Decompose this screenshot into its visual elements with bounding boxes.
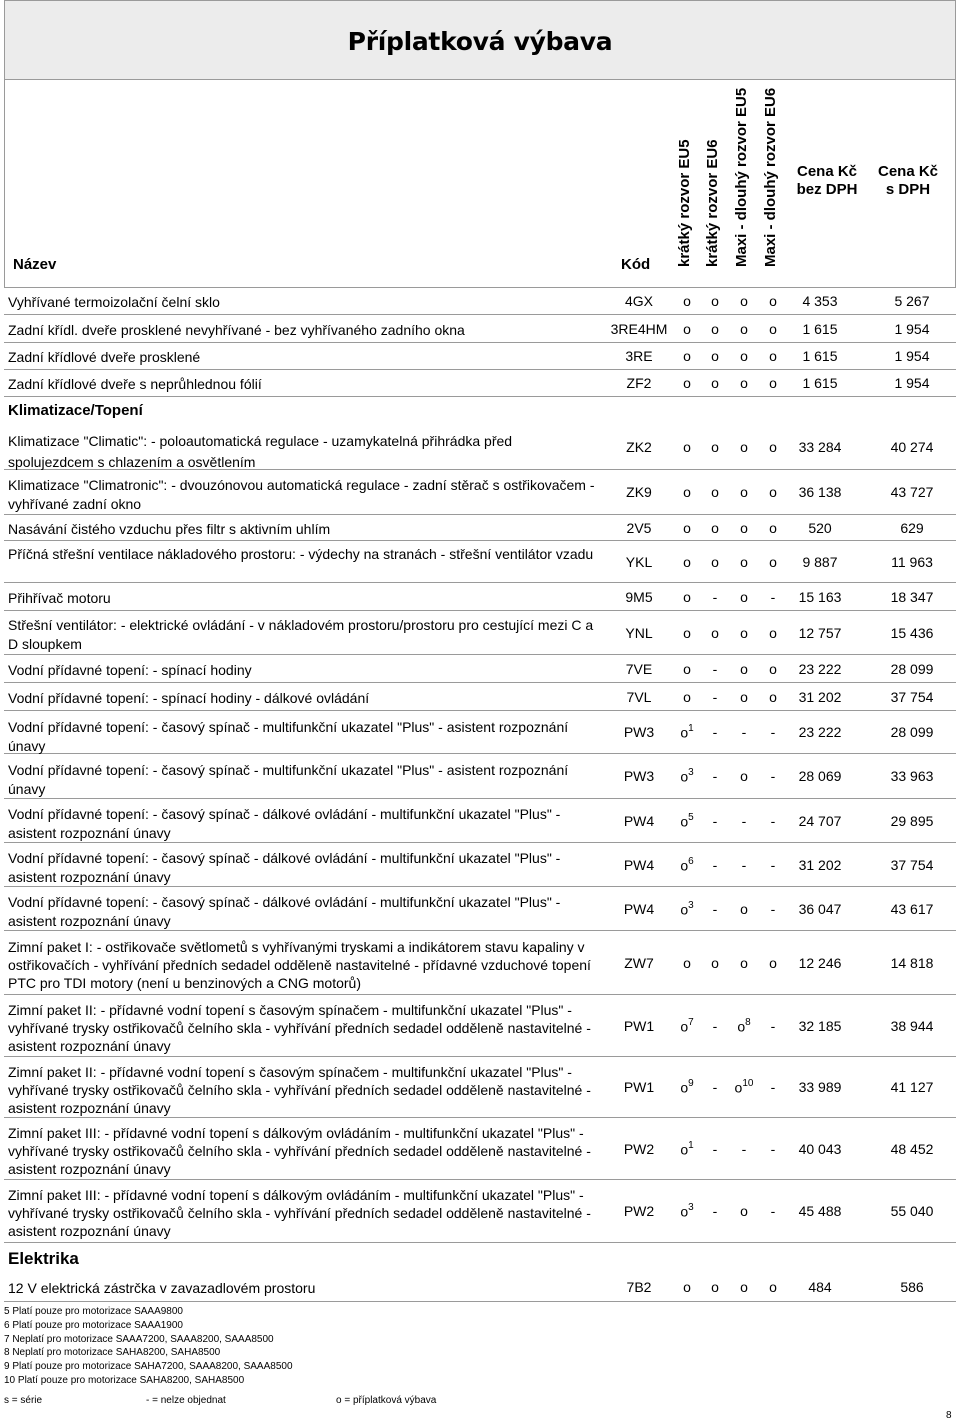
footnotes [4, 1305, 293, 1388]
item-name: Vodní přídavné topení: - spínací hodiny - dálkové ovládání [8, 689, 370, 706]
availability-mark: $o^9$ [680, 1078, 694, 1096]
availability-mark: o [711, 438, 719, 455]
availability-mark: o [740, 624, 748, 641]
legend-not-orderable: - = nelze objednat [146, 1395, 226, 1406]
item-name: Vodní přídavné topení: - časový spínač - multifunkční ukazatel "Plus" - asistent rozpoznání únavy [8, 762, 569, 797]
availability-mark: o [683, 438, 691, 455]
price-net: 9 887 [802, 553, 838, 570]
item-code: ZW7 [624, 954, 654, 971]
availability-mark: - [712, 856, 718, 873]
price-gross: 5 267 [894, 293, 930, 309]
item-code: PW2 [623, 1140, 655, 1157]
price-net: 31 202 [798, 856, 842, 873]
availability-mark: o [683, 688, 691, 705]
price-net: 23 222 [798, 660, 842, 677]
availability-mark: - [741, 1140, 747, 1157]
availability-mark: $o^1$ [680, 723, 694, 741]
availability-mark: o [740, 1203, 748, 1219]
price-net: 24 707 [798, 812, 842, 829]
availability-mark: o [740, 588, 748, 605]
table-row [4, 799, 956, 843]
table-row [4, 1118, 956, 1180]
price-net: 12 757 [798, 624, 842, 641]
item-name: Přihřívač motoru [8, 589, 111, 606]
item-name: Střešní ventilátor: - elektrické ovládání - v nákladovém prostoru/prostoru pro cestující mezi C a D sloupkem [8, 617, 594, 652]
availability-mark: $o^3$ [680, 1202, 694, 1220]
item-code: ZF2 [626, 375, 652, 391]
price-net: 1 615 [802, 320, 838, 337]
price-gross: 28 099 [890, 660, 934, 677]
price-gross: 14 818 [890, 954, 934, 971]
item-name: Zimní paket II: - přídavné vodní topení s časovým spínačem - multifunkční ukazatel "Plus" - vyhřívané trysky ostřikovačů čelního skla - vyhřívání předních sedadel odděleně nastavitelné - asistent rozpoznání únavy [8, 1064, 591, 1116]
availability-mark: o [740, 293, 748, 309]
availability-mark: o [769, 484, 777, 500]
price-net: 12 246 [798, 954, 842, 971]
footnote: 7 Neplatí pro motorizace SAAA7200, SAAA8200, SAAA8500 [4, 1333, 274, 1345]
item-code: 9M5 [625, 588, 653, 605]
item-code: 7B2 [626, 1279, 652, 1295]
item-name: Vodní přídavné topení: - časový spínač - multifunkční ukazatel "Plus" - asistent rozpoznání únavy [8, 719, 569, 754]
availability-mark: o [769, 293, 777, 309]
item-name: Zadní křídlové dveře prosklené [8, 349, 201, 365]
availability-mark: o [740, 688, 748, 705]
item-name: Vodní přídavné topení: - časový spínač - dálkové ovládání - multifunkční ukazatel "Plus" - asistent rozpoznání únavy [8, 850, 561, 885]
footnote: 5 Platí pouze pro motorizace SAAA9800 [4, 1306, 183, 1317]
availability-mark: - [712, 1017, 718, 1034]
item-code: 3RE [625, 348, 653, 364]
price-gross: 40 274 [890, 438, 934, 455]
item-code: ZK9 [626, 484, 652, 500]
price-net: 484 [808, 1279, 832, 1295]
availability-mark: o [740, 348, 748, 364]
item-code: 3RE4HM [610, 320, 668, 337]
price-net: 23 222 [798, 724, 842, 740]
availability-mark: o [683, 320, 691, 337]
availability-mark: - [770, 1140, 776, 1157]
availability-mark: o [740, 320, 748, 337]
item-code: 2V5 [626, 519, 652, 536]
availability-mark: $o^8$ [737, 1016, 751, 1035]
table-row [4, 931, 956, 995]
availability-mark: - [770, 724, 776, 740]
price-table: Příplatková výbava Název Kód krátký rozvor EU5 krátký rozvor EU6 Maxi - dlouhý rozvor EU5 Maxi - dlouhý rozvor EU6 Cena Kč bez DPH Cena Kč s DPH Vyhřívané termoizolační čelní sklo 4GX o o o o 4 353 5 267 Zadní křídl. dveře prosklené nevyhřívané - bez vyhřívaného zadního okna 3RE4HM o o o o 1 615 1 954 Zadní křídlové dveře prosklené 3RE o o o o 1 615 1 954 Zadní křídlové dveře s neprůhlednou fólií ZF2 o o o o 1 615 1 954 Klimatizace/Topení Klimatizace "Climatic": - poloautomatická regulace - uzamykatelná přihrádka před spolujezdcem s chlazením a osvětlením ZK2 o o o o 33 284 40 274 Klimatizace "Climatronic": - dvouzónovou automatická regulace - zadní stěrač s ostřikovačem - vyhřívané zadní okno ZK9 o o o o 36 138 43 727 Nasávání čistého vzduchu přes filtr s aktivním uhlím 2V5 o o o o 520 629 Příčná střešní ventilace nákladového prostoru: - výdechy na stranách - střešní ventilátor vzadu YKL o o o o 9 887 11 963 Přihřívač motoru 9M5 o - o - 15 163 18 347 Střešní ventilátor: - elektrické ovládání - v nákladovém prostoru/prostoru pro cestující mezi C a D sloupkem YNL o o o o 12 757 15 436 Vodní přídavné topení: - spínací hodiny 7VE o - o o 23 222 28 099 Vodní přídavné topení: - spínací hodiny - dálkové ovládání 7VL o - o o 31 202 37 754 Vodní přídavné topení: - časový spínač - multifunkční ukazatel "Plus" - asistent rozpoznání únavy PW3 $o^1$ - - - 23 222 28 099 Vodní přídavné topení: - časový spínač - multifunkční ukazatel "Plus" - asistent rozpoznání únavy PW3 $o^3$ - o - 28 069 33 963 Vodní přídavné topení: - časový spínač - dálkové ovládání - multifunkční ukazatel "Plus" - asistent rozpoznání únavy PW4 $o^5$ - - - 24 707 29 895 Vodní přídavné topení: - časový spínač - dálkové ovládání - multifunkční ukazatel "Plus" - asistent rozpoznání únavy PW4 $o^6$ - - - 31 202 37 754 Vodní přídavné topení: - časový spínač - dálkové ovládání - multifunkční ukazatel "Plus" - asistent rozpoznání únavy PW4 $o^3$ - o - 36 047 43 617 Zimní paket I: - ostřikovače světlometů s vyhřívanými tryskami a indikátorem stavu kapaliny v ostřikovačích - vyhřívání předních sedadel odděleně nastavitelné - přídavné vzduchové topení PTC pro TDI motory (není u benzinových a CNG motorů) ZW7 o o o o 12 246 14 818 Zimní paket II: - přídavné vodní topení s časovým spínačem - multifunkční ukazatel "Plus" - vyhřívané trysky ostřikovačů čelního skla - vyhřívání předních sedadel odděleně nastavitelné - asistent rozpoznání únavy PW1 $o^7$ - $o^8$ - 32 185 38 944 Zimní paket II: - přídavné vodní topení s časovým spínačem - multifunkční ukazatel "Plus" - vyhřívané trysky ostřikovačů čelního skla - vyhřívání předních sedadel odděleně nastavitelné - asistent rozpoznání únavy PW1 $o^9$ - $o^{10}$ - 33 989 41 127 Zimní paket III: - přídavné vodní topení s dálkovým ovládáním - multifunkční ukazatel "Plus" - vyhřívané trysky ostřikovačů čelního skla - vyhřívání předních sedadel odděleně nastavitelné - asistent rozpoznání únavy PW2 $o^1$ - - - 40 043 48 452 Zimní paket III: - přídavné vodní topení s dálkovým ovládáním - multifunkční ukazatel "Plus" - vyhřívané trysky ostřikovačů čelního skla - vyhřívání předních sedadel odděleně nastavitelné - asistent rozpoznání únavy PW2 $o^3$ - o - 45 488 55 040 Elektrika 12 V elektrická zástrčka v zavazadlovém prostoru 7B2 o o o o 484 586 [0, 0, 958, 1302]
price-gross: 37 754 [890, 688, 934, 705]
availability-mark: o [683, 954, 691, 971]
section-title: Elektrika [8, 1249, 79, 1268]
availability-mark: o [711, 375, 719, 391]
item-code: PW3 [623, 768, 655, 784]
table-row [4, 370, 956, 397]
availability-mark: o [683, 588, 691, 605]
item-name: Zimní paket III: - přídavné vodní topení s dálkovým ovládáním - multifunkční ukazatel "Plus" - vyhřívané trysky ostřikovačů čelního skla - vyhřívání předních sedadel odděleně nastavitelné - asistent rozpoznání únavy [8, 1187, 591, 1239]
item-code: ZK2 [626, 438, 652, 455]
table-row [4, 611, 956, 655]
item-name: Zimní paket I: - ostřikovače světlometů s vyhřívanými tryskami a indikátorem stavu kapaliny v ostřikovačích - vyhřívání předních sedadel odděleně nastavitelné - přídavné vzduchové topení PTC pro TDI motory (není u benzinových a CNG motorů) [8, 939, 591, 991]
availability-mark: - [712, 724, 718, 740]
price-gross: 43 617 [890, 900, 934, 917]
availability-mark: o [769, 348, 777, 364]
price-net: 33 989 [798, 1079, 842, 1095]
availability-mark: o [740, 553, 748, 570]
availability-mark: o [711, 484, 719, 500]
availability-mark: o [769, 519, 777, 536]
section-row [4, 397, 956, 423]
price-gross: 1 954 [894, 348, 930, 364]
price-net: 1 615 [802, 348, 838, 364]
price-gross: 41 127 [890, 1079, 934, 1095]
item-code: PW4 [623, 856, 655, 873]
table-row [4, 843, 956, 887]
availability-mark: o [711, 293, 719, 309]
availability-mark: o [740, 660, 748, 677]
availability-mark: $o^{10}$ [734, 1078, 754, 1096]
availability-mark: - [770, 768, 776, 784]
item-name: Zimní paket III: - přídavné vodní topení s dálkovým ovládáním - multifunkční ukazatel "Plus" - vyhřívané trysky ostřikovačů čelního skla - vyhřívání předních sedadel odděleně nastavitelné - asistent rozpoznání únavy [8, 1125, 591, 1177]
section-title: Klimatizace/Topení [8, 402, 143, 419]
header-price-gross: Cena Kč s DPH [877, 163, 939, 198]
availability-mark: o [769, 320, 777, 337]
item-name: Vodní přídavné topení: - časový spínač - dálkové ovládání - multifunkční ukazatel "Plus" - asistent rozpoznání únavy [8, 894, 561, 929]
table-row [4, 288, 956, 315]
availability-mark: o [740, 1279, 748, 1295]
section-row [4, 1243, 956, 1272]
item-name: Klimatizace "Climatic": - poloautomatická regulace - uzamykatelná přihrádka před spolujezdcem s chlazením a osvětlením [8, 433, 513, 470]
availability-mark: o [769, 624, 777, 641]
item-code: YNL [625, 624, 653, 641]
availability-mark: o [740, 954, 748, 971]
availability-mark: o [769, 1279, 777, 1295]
availability-mark: - [770, 1079, 776, 1095]
item-name: Příčná střešní ventilace nákladového prostoru: - výdechy na stranách - střešní ventilátor vzadu [8, 546, 594, 562]
item-name: Zadní křídl. dveře prosklené nevyhřívané - bez vyhřívaného zadního okna [8, 321, 465, 338]
item-code: PW1 [623, 1079, 655, 1095]
availability-mark: $o^6$ [680, 855, 694, 874]
price-net: 36 138 [798, 484, 842, 500]
availability-mark: o [711, 348, 719, 364]
footnote: 9 Platí pouze pro motorizace SAHA7200, SAAA8200, SAAA8500 [4, 1361, 293, 1373]
availability-mark: o [740, 768, 748, 784]
table-row [4, 711, 956, 754]
price-gross: 11 963 [891, 553, 933, 570]
availability-mark: - [712, 660, 718, 677]
availability-mark: o [711, 553, 719, 570]
availability-mark: - [770, 812, 776, 829]
availability-mark: o [683, 660, 691, 677]
availability-mark: $o^7$ [680, 1016, 694, 1035]
price-gross: 33 963 [890, 768, 934, 784]
availability-mark: o [769, 375, 777, 391]
availability-mark: o [711, 954, 719, 971]
availability-mark: - [770, 588, 776, 605]
title-bar [4, 0, 956, 80]
page-number: 8 [946, 1410, 952, 1421]
price-net: 36 047 [798, 900, 842, 917]
price-net: 33 284 [798, 438, 842, 455]
header-price-net: Cena Kč bez DPH [796, 163, 858, 198]
availability-mark: o [769, 553, 777, 570]
price-net: 32 185 [798, 1017, 842, 1034]
availability-mark: o [683, 1279, 691, 1295]
availability-mark: o [683, 293, 691, 309]
item-code: PW4 [623, 900, 655, 917]
table-row [4, 343, 956, 370]
page-title: Příplatková výbava [347, 27, 613, 56]
availability-mark: o [769, 660, 777, 677]
availability-mark: - [712, 768, 718, 784]
availability-mark: o [683, 519, 691, 536]
availability-mark: - [770, 856, 776, 873]
table-row [4, 655, 956, 683]
availability-mark: o [769, 438, 777, 455]
availability-mark: - [712, 1079, 718, 1095]
price-net: 15 163 [798, 588, 842, 605]
price-gross: 1 954 [894, 320, 930, 337]
price-gross: 1 954 [894, 375, 930, 391]
item-name: Nasávání čistého vzduchu přes filtr s aktivním uhlím [8, 520, 331, 537]
price-gross: 629 [900, 519, 924, 536]
price-net: 520 [808, 519, 832, 536]
table-row [4, 1180, 956, 1243]
table-row [4, 887, 956, 931]
header-code: Kód [621, 256, 651, 273]
price-gross: 37 754 [890, 856, 934, 873]
availability-mark: o [683, 484, 691, 500]
item-name: Vodní přídavné topení: - spínací hodiny [8, 661, 252, 678]
item-code: PW1 [623, 1017, 655, 1034]
table-row [4, 541, 956, 583]
availability-mark: o [711, 320, 719, 337]
item-name: 12 V elektrická zástrčka v zavazadlovém prostoru [8, 1280, 316, 1296]
legend-optional: o = příplatková výbava [336, 1395, 437, 1406]
availability-mark: - [770, 1203, 776, 1219]
availability-mark: o [740, 438, 748, 455]
table-row [4, 583, 956, 611]
item-code: 7VL [626, 688, 652, 705]
price-gross: 18 347 [890, 588, 934, 605]
price-gross: 29 895 [890, 812, 934, 829]
price-gross: 55 040 [890, 1203, 934, 1219]
table-row [4, 683, 956, 711]
item-code: PW3 [623, 724, 655, 740]
header-name: Název [13, 256, 57, 273]
availability-mark: o [711, 519, 719, 536]
availability-mark: $o^3$ [680, 899, 694, 918]
availability-mark: o [683, 348, 691, 364]
item-code: PW4 [623, 812, 655, 829]
item-name: Zadní křídlové dveře s neprůhlednou fólií [8, 376, 262, 392]
item-code: 7VE [625, 660, 653, 677]
table-row [4, 315, 956, 343]
availability-mark: $o^5$ [680, 811, 694, 830]
price-gross: 28 099 [890, 724, 934, 740]
price-net: 28 069 [798, 768, 842, 784]
item-name: Vyhřívané termoizolační čelní sklo [8, 294, 220, 310]
price-gross: 38 944 [890, 1017, 934, 1034]
legend-serie: s = série [4, 1395, 43, 1406]
availability-mark: o [740, 484, 748, 500]
availability-mark: o [683, 553, 691, 570]
availability-mark: - [770, 1017, 776, 1034]
availability-mark: - [712, 688, 718, 705]
price-net: 40 043 [798, 1140, 842, 1157]
price-gross: 586 [900, 1279, 924, 1295]
availability-mark: - [712, 812, 718, 829]
availability-mark: o [683, 375, 691, 391]
availability-mark: - [712, 1203, 718, 1219]
availability-mark: o [740, 900, 748, 917]
item-name: Klimatizace "Climatronic": - dvouzónovou automatická regulace - zadní stěrač s ostřikovačem - vyhřívané zadní okno [8, 477, 595, 512]
availability-mark: $o^3$ [680, 767, 694, 785]
availability-mark: $o^1$ [680, 1139, 694, 1158]
item-name: Vodní přídavné topení: - časový spínač - dálkové ovládání - multifunkční ukazatel "Plus" - asistent rozpoznání únavy [8, 806, 561, 841]
availability-mark: - [741, 812, 747, 829]
footnote: 8 Neplatí pro motorizace SAHA8200, SAHA8500 [4, 1347, 221, 1359]
item-code: PW2 [623, 1203, 655, 1219]
availability-mark: - [712, 1140, 718, 1157]
item-code: 4GX [624, 293, 653, 309]
price-gross: 43 727 [890, 484, 934, 500]
availability-mark: o [683, 624, 691, 641]
price-gross: 48 452 [890, 1140, 934, 1157]
table-row [4, 754, 956, 799]
availability-mark: o [740, 375, 748, 391]
availability-mark: o [769, 954, 777, 971]
availability-mark: - [741, 724, 747, 740]
availability-mark: - [770, 900, 776, 917]
footnote: 6 Platí pouze pro motorizace SAAA1900 [4, 1319, 183, 1331]
price-net: 31 202 [798, 688, 842, 705]
footnote: 10 Platí pouze pro motorizace SAHA8200, SAHA8500 [4, 1374, 245, 1386]
table-row [4, 470, 956, 515]
price-net: 45 488 [798, 1203, 842, 1219]
availability-mark: o [740, 519, 748, 536]
availability-mark: - [741, 856, 747, 873]
availability-mark: o [769, 688, 777, 705]
price-gross: 15 436 [890, 624, 934, 641]
availability-mark: o [711, 624, 719, 641]
table-row [4, 424, 956, 470]
price-net: 1 615 [802, 375, 838, 391]
table-row [4, 995, 956, 1057]
item-name: Zimní paket II: - přídavné vodní topení s časovým spínačem - multifunkční ukazatel "Plus" - vyhřívané trysky ostřikovačů čelního skla - vyhřívání předních sedadel odděleně nastavitelné - asistent rozpoznání únavy [8, 1002, 591, 1054]
availability-mark: - [712, 588, 718, 605]
table-row [4, 1273, 956, 1302]
availability-mark: o [711, 1279, 719, 1295]
availability-mark: - [712, 900, 718, 917]
table-row [4, 515, 956, 541]
price-net: 4 353 [802, 293, 838, 309]
table-row [4, 1057, 956, 1118]
item-code: YKL [625, 553, 653, 570]
